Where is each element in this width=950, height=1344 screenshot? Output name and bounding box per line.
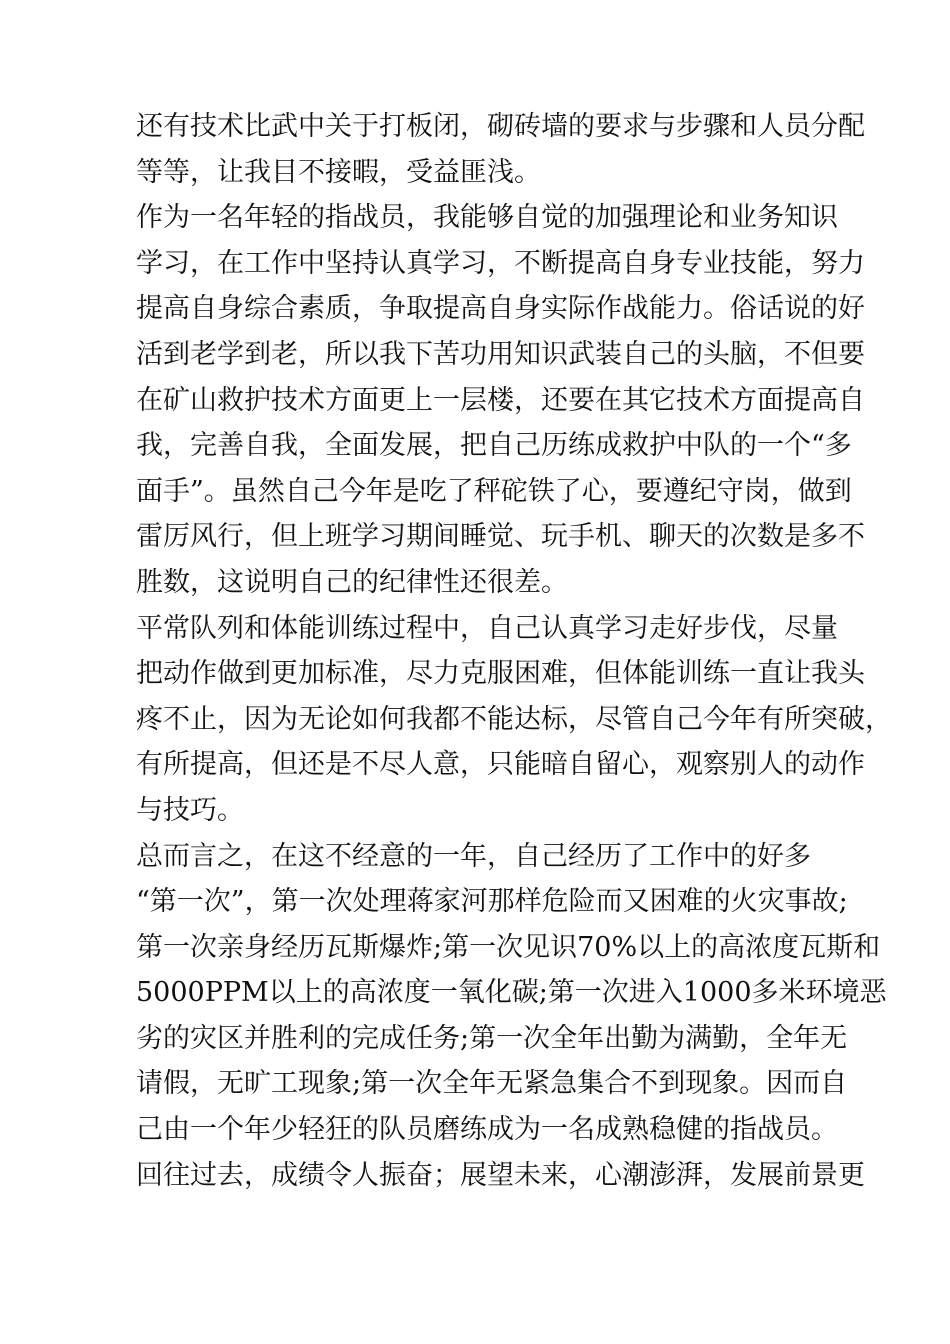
text-line: 作为一名年轻的指战员，我能够自觉的加强理论和业务知识 — [136, 202, 838, 234]
text-line: 我，完善自我，全面发展，把自己历练成救护中队的一个“多 — [136, 430, 852, 462]
document-body — [136, 104, 892, 1198]
text-line: 活到老学到老，所以我下苦功用知识武装自己的头脑，不但要 — [136, 338, 865, 370]
text-line: 劣的灾区并胜利的完成任务;第一次全年出勤为满勤，全年无 — [136, 1022, 848, 1054]
text-line: 学习，在工作中坚持认真学习，不断提高自身专业技能，努力 — [136, 247, 865, 279]
text-line: 在矿山救护技术方面更上一层楼，还要在其它技术方面提高自 — [136, 384, 865, 416]
text-line: 把动作做到更加标准，尽力克服困难，但体能训练一直让我头 — [136, 658, 865, 690]
text-line: 胜数，这说明自己的纪律性还很差。 — [136, 566, 568, 598]
text-line: 与技巧。 — [136, 794, 244, 826]
text-line: 面手”。虽然自己今年是吃了秤砣铁了心，要遵纪守岗，做到 — [136, 475, 852, 507]
text-line: 提高自身综合素质，争取提高自身实际作战能力。俗话说的好 — [136, 293, 865, 325]
text-line: 5000PPM以上的高浓度一氧化碳;第一次进入1000多米环境恶 — [136, 977, 887, 1009]
text-line: 有所提高，但还是不尽人意，只能暗自留心，观察别人的动作 — [136, 749, 865, 781]
text-line: 第一次亲身经历瓦斯爆炸;第一次见识70%以上的高浓度瓦斯和 — [136, 931, 881, 963]
text-line: 还有技术比武中关于打板闭，砌砖墙的要求与步骤和人员分配 — [136, 111, 865, 142]
text-line: 等等，让我目不接暇，受益匪浅。 — [136, 156, 541, 188]
text-line: 平常队列和体能训练过程中，自己认真学习走好步伐，尽量 — [136, 612, 838, 644]
text-line: 己由一个年少轻狂的队员磨练成为一名成熟稳健的指战员。 — [136, 1114, 838, 1146]
text-line: 回往过去，成绩令人振奋；展望未来，心潮澎湃，发展前景更 — [136, 1159, 865, 1191]
text-line: 请假，无旷工现象;第一次全年无紧急集合不到现象。因而自 — [136, 1068, 848, 1100]
text-line: 疼不止，因为无论如何我都不能达标，尽管自己今年有所突破， — [136, 703, 892, 735]
text-line: “第一次”，第一次处理蒋家河那样危险而又困难的火灾事故; — [136, 886, 848, 918]
text-line: 雷厉风行，但上班学习期间睡觉、玩手机、聊天的次数是多不 — [136, 521, 865, 553]
text-line: 总而言之，在这不经意的一年，自己经历了工作中的好多 — [136, 840, 811, 872]
